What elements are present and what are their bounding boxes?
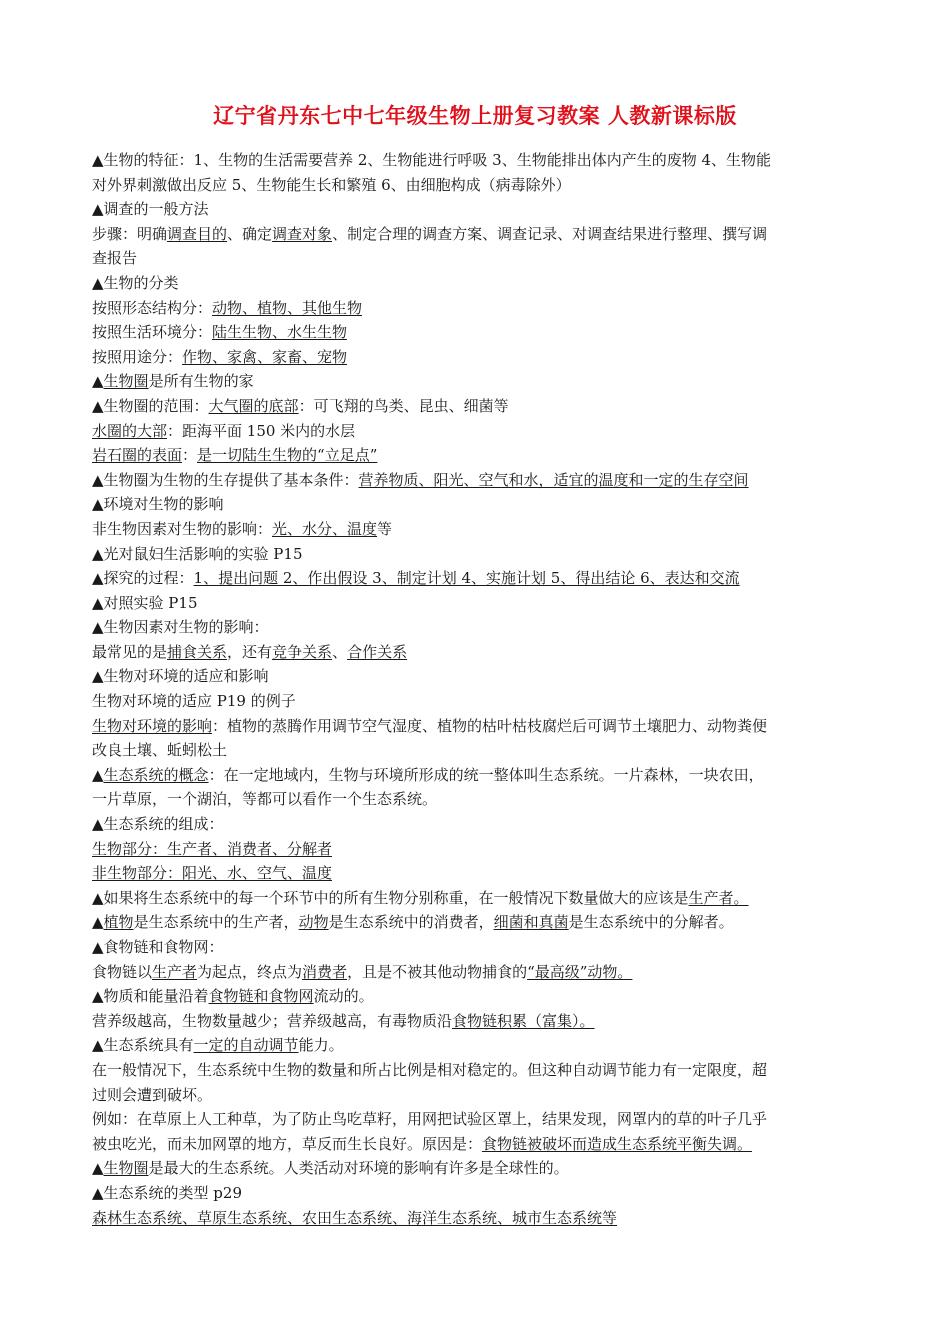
text-line [92,394,862,419]
text-segment: ▲ [92,913,104,932]
text-segment: 改良土壤、蚯蚓松土 [92,741,228,760]
text-segment: 查报告 [92,249,138,268]
text-segment: ▲ [92,765,104,784]
text-segment: ▲生态系统的组成： [92,815,224,834]
underlined-text: 捕食关系 [167,642,228,661]
text-segment: 等 [377,519,393,538]
text-segment: ▲生物对环境的适应和影响 [92,667,269,686]
text-segment: 步骤：明确 [92,224,168,243]
text-segment: ：植物的蒸腾作用调节空气湿度、植物的枯叶枯枝腐烂后可调节土壤肥力、动物粪便 [212,716,768,735]
text-line [92,222,862,247]
text-line [92,984,862,1009]
text-line [92,935,862,960]
underlined-text: 食物链被破坏而造成生态系统平衡失调。 [482,1134,753,1153]
text-segment: 食物链以 [92,962,153,981]
text-segment: ：可飞翔的鸟类、昆虫、细菌等 [298,396,509,415]
text-line [92,861,862,886]
underlined-text: 大气圈的底部 [208,396,299,415]
text-segment: 被虫吃光，而未加网罩的地方，草反而生长良好。原因是： [92,1134,483,1153]
text-segment: ▲生态系统的类型 p29 [92,1183,242,1202]
underlined-text: 食物链和食物网 [208,987,314,1006]
text-line [92,837,862,862]
text-segment: 非生物因素对生物的影响： [92,519,273,538]
text-line [92,1181,862,1206]
text-line [92,615,862,640]
text-line [92,886,862,911]
text-segment: ▲生态系统具有 [92,1036,194,1055]
text-line [92,1156,862,1181]
text-line [92,689,862,714]
underlined-text: 植物 [103,913,134,932]
text-line [92,738,862,763]
text-line [92,492,862,517]
underlined-text: 合作关系 [347,642,408,661]
text-line [92,197,862,222]
text-segment: 在一般情况下，生态系统中生物的数量和所占比例是相对稳定的。但这种自动调节能力有一定限度，超 [92,1060,768,1079]
text-segment: ▲对照实验 P15 [92,593,198,612]
text-segment: ▲光对鼠妇生活影响的实验 P15 [92,544,303,563]
text-segment: 一片草原，一个湖泊，等都可以看作一个生态系统。 [92,790,438,809]
text-segment: 按照用途分： [92,347,183,366]
text-segment: 是生态系统中的消费者， [328,913,494,932]
text-segment: 、确定 [227,224,273,243]
text-segment: ▲ [92,372,104,391]
text-segment: 是生态系统中的生产者， [133,913,299,932]
underlined-text: 陆生生物、水生生物 [212,323,348,342]
text-line [92,246,862,271]
text-line [92,566,862,591]
text-segment: ，还有 [227,642,273,661]
document-title: 辽宁省丹东七中七年级生物上册复习教案 人教新课标版 [213,103,737,128]
text-line [92,148,862,173]
underlined-text: 生物圈 [103,372,149,391]
text-segment: 营养级越高，生物数量越少；营养级越高，有毒物质沿 [92,1011,453,1030]
text-segment: 对外界刺激做出反应 5、生物能生长和繁殖 6、由细胞构成（病毒除外） [92,175,571,194]
text-segment: ：距海平面 150 米内的水层 [167,421,356,440]
text-segment: ▲生物的特征：1、生物的生活需要营养 2、生物能进行呼吸 3、生物能排出体内产生的废物 4、生物能 [92,151,772,169]
underlined-text: 生物部分：生产者、消费者、分解者 [92,839,333,858]
text-segment: ▲环境对生物的影响 [92,495,224,514]
text-line [92,1083,862,1108]
text-segment: 最常见的是 [92,642,168,661]
text-line [92,1033,862,1058]
text-segment: 、制定合理的调查方案、调查记录、对调查结果进行整理、撰写调 [332,224,768,243]
text-segment: 是所有生物的家 [148,372,254,391]
text-segment: 能力。 [298,1036,344,1055]
underlined-text: 动物 [298,913,329,932]
text-segment: ▲生物圈为生物的生存提供了基本条件： [92,470,359,489]
text-line [92,345,862,370]
text-segment: ▲探究的过程： [92,569,194,588]
text-line [92,320,862,345]
text-segment: 例如：在草原上人工种草，为了防止鸟吃草籽，用网把试验区罩上，结果发现，网罩内的草的叶子几乎 [92,1110,768,1129]
text-line [92,787,862,812]
text-line [92,1107,862,1132]
text-line [92,542,862,567]
underlined-text: 水圈的大部 [92,421,168,440]
underlined-text: 岩石圈的表面 [92,446,183,465]
underlined-text: 生物对环境的影响 [92,716,213,735]
underlined-text: 消费者 [302,962,348,981]
text-segment: ，且是不被其他动物捕食的 [347,962,528,981]
text-line [92,714,862,739]
text-segment: 是生态系统中的分解者。 [568,913,734,932]
underlined-text: 调查目的 [167,224,228,243]
underlined-text: 营养物质、阳光、空气和水，适宜的温度和一定的生存空间 [358,470,749,489]
text-line [92,369,862,394]
underlined-text: 生产者 [152,962,198,981]
underlined-text: 是一切陆生生物的“立足点” [197,446,378,465]
underlined-text: 1、提出问题 2、作出假设 3、制定计划 4、实施计划 5、得出结论 6、表达和交流 [193,569,740,588]
text-segment: ： [182,446,198,465]
text-line [92,468,862,493]
text-line [92,664,862,689]
text-segment: ▲食物链和食物网： [92,938,224,956]
underlined-text: 生态系统的概念 [103,765,209,784]
underlined-text: 食物链积累（富集）。 [452,1011,595,1030]
text-segment: ▲生物圈的范围： [92,396,209,415]
text-line [92,443,862,468]
text-line [92,960,862,985]
document-body [92,148,862,1230]
text-segment: 、 [332,642,348,661]
text-segment: 为起点，终点为 [197,962,303,981]
underlined-text: 生产者。 [688,888,749,907]
underlined-text: 竞争关系 [272,642,333,661]
text-line [92,812,862,837]
underlined-text: 一定的自动调节 [193,1036,299,1055]
text-segment: ▲生物的分类 [92,273,179,292]
underlined-text: 森林生态系统、草原生态系统、农田生态系统、海洋生态系统、城市生态系统等 [92,1208,618,1227]
text-line [92,173,862,198]
text-segment: 流动的。 [313,987,374,1006]
text-segment: ▲调查的一般方法 [92,200,209,219]
text-segment: ▲物质和能量沿着 [92,987,209,1006]
text-line [92,1206,862,1231]
text-segment: ▲ [92,1159,104,1178]
text-segment: 按照生活环境分： [92,323,213,342]
underlined-text: 非生物部分：阳光、水、空气、温度 [92,864,333,883]
underlined-text: 光、水分、温度 [272,519,378,538]
text-line [92,517,862,542]
text-line [92,910,862,935]
text-line [92,640,862,665]
underlined-text: 细菌和真菌 [493,913,569,932]
text-segment: 过则会遭到破坏。 [92,1085,213,1104]
text-line [92,591,862,616]
text-line [92,1009,862,1034]
text-line [92,763,862,788]
text-segment: 生物对环境的适应 P19 的例子 [92,692,296,711]
underlined-text: 调查对象 [272,224,333,243]
text-segment: ▲如果将生态系统中的每一个环节中的所有生物分别称重，在一般情况下数量做大的应该是 [92,888,689,907]
text-line [92,1058,862,1083]
text-segment: ▲生物因素对生物的影响： [92,618,269,637]
underlined-text: 生物圈 [103,1159,149,1178]
text-segment: 是最大的生态系统。人类活动对环境的影响有许多是全球性的。 [148,1159,569,1178]
text-line [92,419,862,444]
text-line [92,296,862,321]
text-segment: ：在一定地域内，生物与环境所形成的统一整体叫生态系统。一片森林，一块农田， [208,765,764,784]
underlined-text: 作物、家禽、家畜、宠物 [182,347,348,366]
text-line [92,1132,862,1157]
text-line [92,271,862,296]
underlined-text: “最高级”动物。 [527,962,633,981]
underlined-text: 动物、植物、其他生物 [212,298,363,317]
text-segment: 按照形态结构分： [92,298,213,317]
